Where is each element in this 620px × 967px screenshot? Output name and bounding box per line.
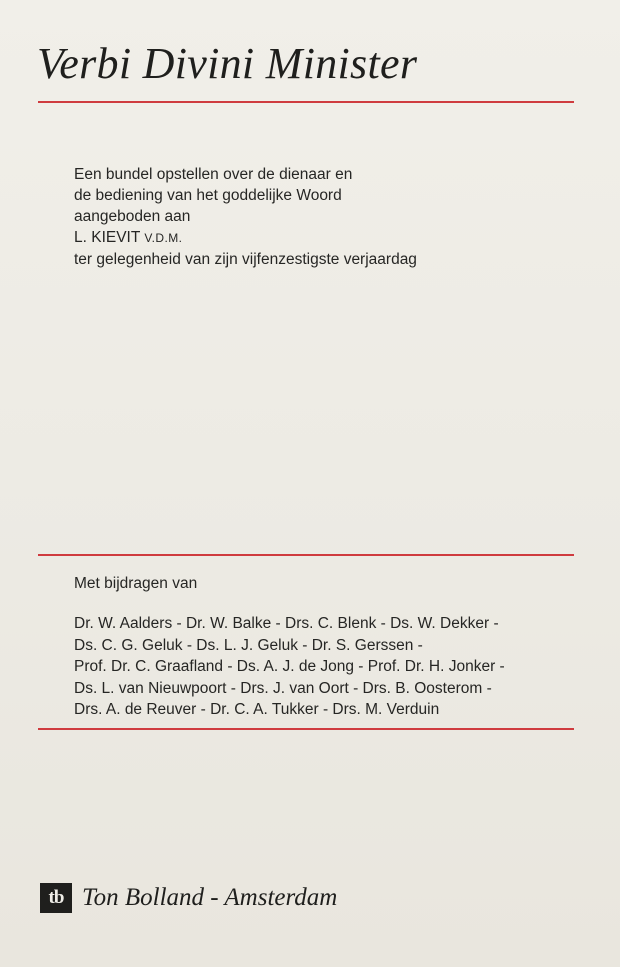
contributions-heading: Met bijdragen van bbox=[74, 575, 198, 592]
dedication-honoree bbox=[74, 227, 417, 249]
contributors-line: Prof. Dr. C. Graafland - Ds. A. J. de Jong - Prof. Dr. H. Jonker - bbox=[74, 658, 505, 675]
divider-bottom bbox=[38, 728, 574, 730]
divider-middle bbox=[38, 554, 574, 556]
honoree-suffix: V.D.M. bbox=[144, 231, 183, 245]
dedication-line-3: aangeboden aan bbox=[74, 208, 191, 225]
dedication-line-1: Een bundel opstellen over de dienaar en bbox=[74, 166, 353, 183]
dedication-line-2: de bediening van het goddelijke Woord bbox=[74, 187, 342, 204]
publisher-imprint bbox=[40, 883, 337, 913]
book-title: Verbi Divini Minister bbox=[37, 39, 418, 88]
contributors-line: Ds. C. G. Geluk - Ds. L. J. Geluk - Dr. S. Gerssen - bbox=[74, 636, 423, 654]
divider-top bbox=[38, 101, 574, 103]
publisher-logo-icon: tb bbox=[40, 883, 72, 913]
dedication-text bbox=[74, 164, 417, 270]
contributors-line: Ds. L. van Nieuwpoort - Drs. J. van Oort - Drs. B. Oosterom - bbox=[74, 679, 492, 697]
honoree-name: L. KIEVIT bbox=[74, 229, 141, 246]
contributors-list bbox=[74, 613, 505, 721]
publisher-name: Ton Bolland - Amsterdam bbox=[82, 884, 338, 911]
contributors-line: Dr. W. Aalders - Dr. W. Balke - Drs. C. Blenk - Ds. W. Dekker - bbox=[74, 615, 499, 632]
dedication-line-5: ter gelegenheid van zijn vijfenzestigste verjaardag bbox=[74, 251, 417, 268]
contributors-line: Drs. A. de Reuver - Dr. C. A. Tukker - Drs. M. Verduin bbox=[74, 701, 440, 718]
